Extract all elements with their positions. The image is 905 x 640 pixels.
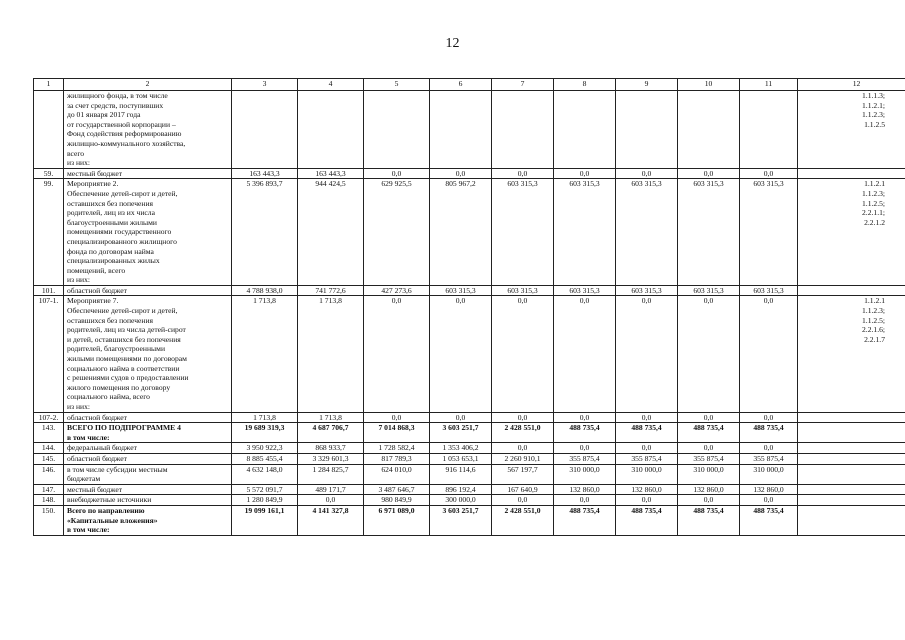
amount-cell: 0,0 (616, 443, 678, 454)
amount-cell: 2 428 551,0 (492, 505, 554, 535)
amount-cell: 603 315,3 (492, 179, 554, 286)
amount-cell: 488 735,4 (678, 505, 740, 535)
row-description (64, 453, 232, 464)
target-code: 2.2.1.7 (864, 334, 885, 344)
target-code: 1.1.2.5 (864, 119, 885, 129)
target-codes (798, 464, 905, 484)
target-codes (798, 484, 905, 495)
amount-cell: 1 713,8 (232, 296, 298, 412)
amount-cell: 427 273,6 (364, 285, 430, 296)
budget-table (33, 78, 905, 536)
target-codes (798, 412, 905, 423)
amount-cell: 488 735,4 (616, 423, 678, 443)
table-row (34, 495, 905, 506)
column-header: 11 (740, 79, 798, 91)
amount-cell: 7 014 868,3 (364, 423, 430, 443)
row-number: 143. (34, 423, 64, 443)
table-row (34, 285, 905, 296)
amount-cell: 355 875,4 (740, 453, 798, 464)
target-code: 1.1.2.5; (862, 198, 885, 208)
target-code: 1.1.2.1 (864, 296, 885, 306)
description-line: бюджетам (67, 474, 101, 484)
amount-cell: 355 875,4 (616, 453, 678, 464)
amount-cell: 0,0 (492, 168, 554, 179)
amount-cell: 0,0 (616, 296, 678, 412)
table-row (34, 505, 905, 535)
amount-cell (364, 91, 430, 169)
amount-cell: 0,0 (430, 168, 492, 179)
amount-cell: 310 000,0 (740, 464, 798, 484)
amount-cell: 4 687 706,7 (298, 423, 364, 443)
amount-cell: 0,0 (554, 412, 616, 423)
amount-cell (740, 91, 798, 169)
amount-cell: 0,0 (364, 168, 430, 179)
table-row (34, 484, 905, 495)
page-number: 12 (445, 36, 460, 51)
amount-cell: 0,0 (554, 495, 616, 506)
table-row (34, 179, 905, 286)
target-code: 2.2.1.2 (864, 217, 885, 227)
target-code: 1.1.2.5; (862, 315, 885, 325)
amount-cell: 132 860,0 (740, 484, 798, 495)
description-line: социального найма, всего (67, 392, 150, 402)
column-header: 5 (364, 79, 430, 91)
target-codes (798, 505, 905, 535)
amount-cell: 896 192,4 (430, 484, 492, 495)
description-line: внебюджетные источники (67, 495, 152, 505)
description-line: оставшихся без попечения (67, 315, 154, 325)
column-header: 1 (34, 79, 64, 91)
description-line: Фонд содействия реформированию (67, 129, 182, 139)
amount-cell: 355 875,4 (554, 453, 616, 464)
description-line: специализированных жилых (67, 256, 160, 266)
table-row (34, 453, 905, 464)
amount-cell: 1 053 653,1 (430, 453, 492, 464)
description-line: в том числе: (67, 432, 110, 442)
description-line: родителей, лиц из числа детей-сирот (67, 325, 186, 335)
row-number: 145. (34, 453, 64, 464)
amount-cell: 0,0 (492, 495, 554, 506)
amount-cell: 868 933,7 (298, 443, 364, 454)
amount-cell: 3 950 922,3 (232, 443, 298, 454)
amount-cell (678, 91, 740, 169)
amount-cell: 1 353 406,2 (430, 443, 492, 454)
amount-cell: 489 171,7 (298, 484, 364, 495)
amount-cell: 0,0 (740, 168, 798, 179)
amount-cell: 310 000,0 (554, 464, 616, 484)
description-line: из них: (67, 158, 90, 168)
target-code: 1.1.2.3; (862, 306, 885, 316)
description-line: областной бюджет (67, 453, 127, 463)
amount-cell (232, 91, 298, 169)
row-description (64, 423, 232, 443)
target-codes (798, 443, 905, 454)
description-line: фонда по договорам найма (67, 246, 154, 256)
amount-cell: 310 000,0 (616, 464, 678, 484)
column-header: 2 (64, 79, 232, 91)
table-row (34, 296, 905, 412)
amount-cell: 0,0 (554, 296, 616, 412)
amount-cell: 603 315,3 (430, 285, 492, 296)
row-description (64, 179, 232, 286)
column-header: 7 (492, 79, 554, 91)
row-description (64, 464, 232, 484)
amount-cell (492, 91, 554, 169)
amount-cell: 1 713,8 (232, 412, 298, 423)
amount-cell: 132 860,0 (616, 484, 678, 495)
amount-cell: 3 329 601,3 (298, 453, 364, 464)
amount-cell: 488 735,4 (554, 423, 616, 443)
amount-cell: 19 099 161,1 (232, 505, 298, 535)
amount-cell: 0,0 (364, 296, 430, 412)
description-line: из них: (67, 275, 90, 285)
description-line: ВСЕГО ПО ПОДПРОГРАММЕ 4 (67, 423, 181, 433)
amount-cell: 8 885 455,4 (232, 453, 298, 464)
table-row (34, 464, 905, 484)
description-line: жилыми помещениями по договорам (67, 354, 187, 364)
target-codes (798, 285, 905, 296)
target-code: 2.2.1.1; (862, 208, 885, 218)
description-line: до 01 января 2017 года (67, 110, 141, 120)
row-number: 144. (34, 443, 64, 454)
amount-cell: 0,0 (430, 412, 492, 423)
amount-cell: 4 141 327,8 (298, 505, 364, 535)
amount-cell: 603 315,3 (678, 179, 740, 286)
description-line: жилищно-коммунального хозяйства, (67, 138, 186, 148)
amount-cell: 310 000,0 (678, 464, 740, 484)
amount-cell: 19 689 319,3 (232, 423, 298, 443)
amount-cell: 1 280 849,9 (232, 495, 298, 506)
description-line: всего (67, 148, 85, 158)
column-header: 4 (298, 79, 364, 91)
description-line: специализированного жилищного (67, 236, 177, 246)
amount-cell: 0,0 (554, 168, 616, 179)
description-line: родителей, благоустроенными (67, 344, 166, 354)
target-codes (798, 168, 905, 179)
amount-cell: 603 315,3 (740, 285, 798, 296)
amount-cell: 488 735,4 (740, 505, 798, 535)
table-row (34, 168, 905, 179)
description-line: от государственной корпорации – (67, 119, 176, 129)
amount-cell: 0,0 (430, 296, 492, 412)
amount-cell: 944 424,5 (298, 179, 364, 286)
amount-cell: 0,0 (740, 412, 798, 423)
amount-cell: 132 860,0 (554, 484, 616, 495)
row-description (64, 505, 232, 535)
amount-cell: 603 315,3 (492, 285, 554, 296)
amount-cell: 1 284 825,7 (298, 464, 364, 484)
amount-cell: 0,0 (740, 296, 798, 412)
amount-cell: 163 443,3 (232, 168, 298, 179)
description-line: в том числе субсидии местным (67, 464, 168, 474)
amount-cell: 603 315,3 (740, 179, 798, 286)
amount-cell: 2 260 910,1 (492, 453, 554, 464)
target-code: 2.2.1.6; (862, 325, 885, 335)
description-line: из них: (67, 402, 90, 411)
amount-cell: 0,0 (740, 443, 798, 454)
row-description (64, 168, 232, 179)
row-number: 146. (34, 464, 64, 484)
amount-cell: 0,0 (678, 168, 740, 179)
description-line: родителей, лиц из их числа (67, 208, 155, 218)
amount-cell: 0,0 (678, 495, 740, 506)
description-line: местный бюджет (67, 168, 123, 178)
amount-cell: 5 396 893,7 (232, 179, 298, 286)
amount-cell: 741 772,6 (298, 285, 364, 296)
description-line: помещениями государственного (67, 227, 172, 237)
amount-cell: 6 971 089,0 (364, 505, 430, 535)
row-description (64, 495, 232, 506)
amount-cell: 603 315,3 (678, 285, 740, 296)
description-line: оставшихся без попечения (67, 198, 154, 208)
amount-cell (554, 91, 616, 169)
amount-cell: 1 713,8 (298, 296, 364, 412)
amount-cell: 163 443,3 (298, 168, 364, 179)
amount-cell: 0,0 (492, 412, 554, 423)
description-line: Обеспечение детей-сирот и детей, (67, 188, 178, 198)
target-codes (798, 495, 905, 506)
amount-cell: 167 640,9 (492, 484, 554, 495)
amount-cell: 1 713,8 (298, 412, 364, 423)
amount-cell: 488 735,4 (678, 423, 740, 443)
amount-cell: 0,0 (492, 296, 554, 412)
target-code: 1.1.2.3; (862, 110, 885, 120)
row-number: 99. (34, 179, 64, 286)
table-row (34, 412, 905, 423)
amount-cell: 0,0 (298, 495, 364, 506)
table-row (34, 91, 905, 169)
amount-cell: 603 315,3 (616, 179, 678, 286)
description-line: социального найма в соответствии (67, 363, 180, 373)
description-line: с решениями судов о предоставлении (67, 373, 189, 383)
amount-cell: 0,0 (492, 443, 554, 454)
amount-cell: 817 789,3 (364, 453, 430, 464)
description-line: жилищного фонда, в том числе (67, 91, 168, 100)
header-row (34, 79, 905, 91)
target-code: 1.1.2.3; (862, 188, 885, 198)
description-line: Мероприятие 7. (67, 296, 119, 306)
amount-cell: 300 000,0 (430, 495, 492, 506)
amount-cell: 0,0 (678, 443, 740, 454)
target-code: 1.1.2.1 (864, 179, 885, 189)
row-number: 148. (34, 495, 64, 506)
amount-cell: 2 428 551,0 (492, 423, 554, 443)
row-number (34, 91, 64, 169)
target-code: 1.1.2.1; (862, 100, 885, 110)
target-codes (798, 453, 905, 464)
column-header: 6 (430, 79, 492, 91)
description-line: местный бюджет (67, 484, 123, 494)
amount-cell: 0,0 (364, 412, 430, 423)
amount-cell: 3 603 251,7 (430, 423, 492, 443)
description-line: жилого помещения по договору (67, 382, 171, 392)
amount-cell: 603 315,3 (616, 285, 678, 296)
amount-cell: 488 735,4 (740, 423, 798, 443)
row-number: 150. (34, 505, 64, 535)
amount-cell: 355 875,4 (678, 453, 740, 464)
amount-cell: 916 114,6 (430, 464, 492, 484)
target-codes (798, 423, 905, 443)
amount-cell: 603 315,3 (554, 179, 616, 286)
column-header: 3 (232, 79, 298, 91)
amount-cell: 3 487 646,7 (364, 484, 430, 495)
amount-cell: 0,0 (740, 495, 798, 506)
amount-cell: 3 603 251,7 (430, 505, 492, 535)
description-line: благоустроенными жилыми (67, 217, 157, 227)
row-number: 107-2. (34, 412, 64, 423)
description-line: в том числе: (67, 525, 110, 535)
table-row (34, 423, 905, 443)
amount-cell: 980 849,9 (364, 495, 430, 506)
amount-cell (298, 91, 364, 169)
target-code: 1.1.1.3; (862, 91, 885, 100)
amount-cell: 0,0 (554, 443, 616, 454)
row-description (64, 412, 232, 423)
amount-cell: 0,0 (678, 412, 740, 423)
column-header: 9 (616, 79, 678, 91)
row-description (64, 296, 232, 412)
amount-cell: 0,0 (678, 296, 740, 412)
amount-cell: 567 197,7 (492, 464, 554, 484)
description-line: областной бюджет (67, 285, 127, 295)
amount-cell: 5 572 091,7 (232, 484, 298, 495)
row-description (64, 443, 232, 454)
amount-cell: 805 967,2 (430, 179, 492, 286)
amount-cell: 624 010,0 (364, 464, 430, 484)
table-row (34, 443, 905, 454)
amount-cell: 488 735,4 (616, 505, 678, 535)
row-number: 107-1. (34, 296, 64, 412)
description-line: и детей, оставшихся без попечения (67, 334, 181, 344)
column-header: 12 (798, 79, 905, 91)
amount-cell: 1 728 582,4 (364, 443, 430, 454)
row-description (64, 91, 232, 169)
amount-cell: 0,0 (616, 168, 678, 179)
row-description (64, 484, 232, 495)
description-line: помещений, всего (67, 265, 126, 275)
target-codes (798, 296, 905, 412)
amount-cell: 629 925,5 (364, 179, 430, 286)
row-number: 101. (34, 285, 64, 296)
description-line: за счет средств, поступивших (67, 100, 164, 110)
row-description (64, 285, 232, 296)
description-line: Всего по направлению (67, 505, 145, 515)
amount-cell (616, 91, 678, 169)
amount-cell: 4 788 938,0 (232, 285, 298, 296)
description-line: Мероприятие 2. (67, 179, 119, 189)
target-codes (798, 91, 905, 169)
description-line: федеральный бюджет (67, 443, 137, 453)
amount-cell: 0,0 (616, 412, 678, 423)
amount-cell: 132 860,0 (678, 484, 740, 495)
column-header: 10 (678, 79, 740, 91)
column-header: 8 (554, 79, 616, 91)
description-line: областной бюджет (67, 412, 127, 422)
row-number: 59. (34, 168, 64, 179)
row-number: 147. (34, 484, 64, 495)
description-line: «Капитальные вложения» (67, 515, 158, 525)
amount-cell (430, 91, 492, 169)
amount-cell: 0,0 (616, 495, 678, 506)
amount-cell: 488 735,4 (554, 505, 616, 535)
description-line: Обеспечение детей-сирот и детей, (67, 306, 178, 316)
amount-cell: 603 315,3 (554, 285, 616, 296)
amount-cell: 4 632 148,0 (232, 464, 298, 484)
target-codes (798, 179, 905, 286)
